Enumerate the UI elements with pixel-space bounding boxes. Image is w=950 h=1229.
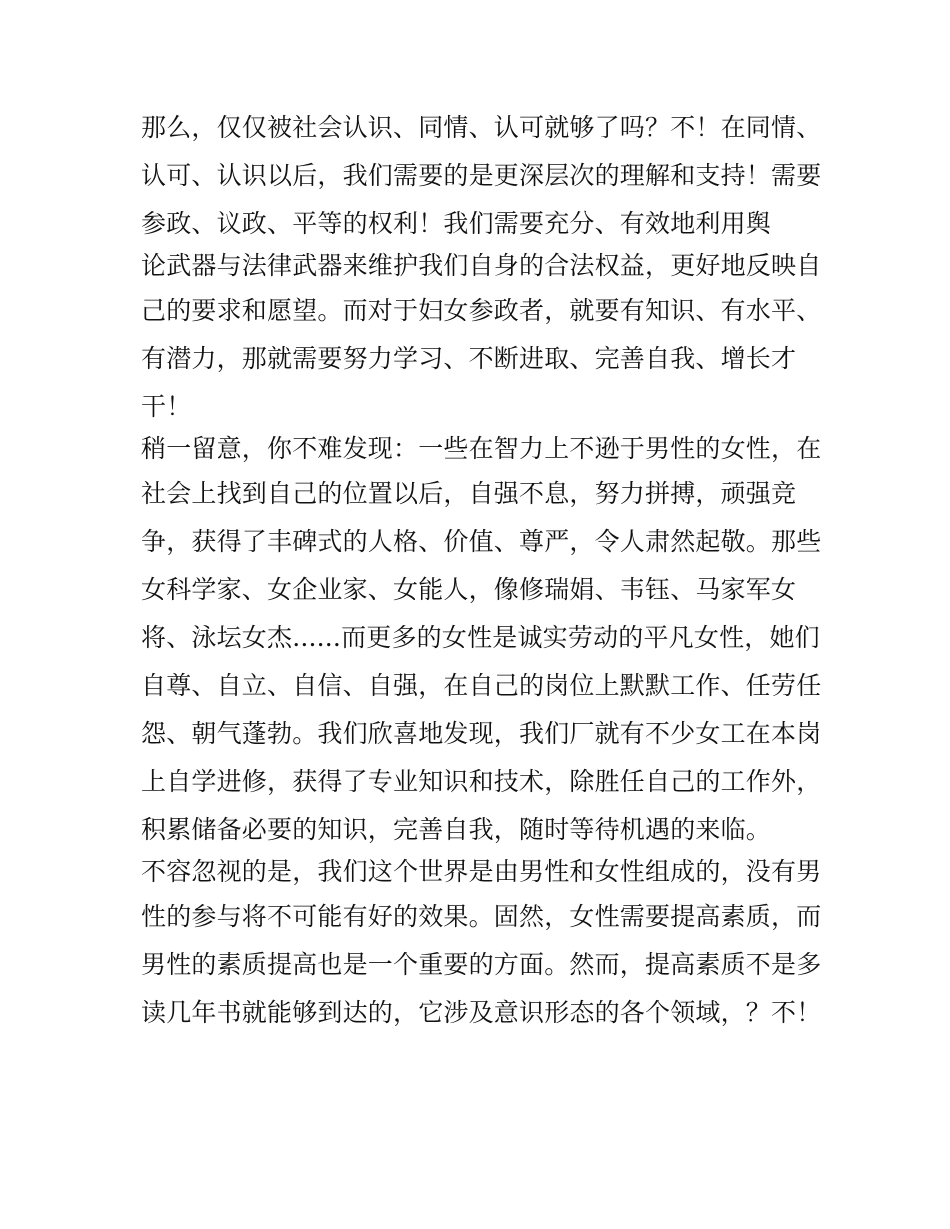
text-line-14: 怨、朝气蓬勃。我们欣喜地发现，我们厂就有不少女工在本岗 [141, 719, 822, 748]
body-text [141, 104, 831, 1037]
text-line-7: 干！ [141, 392, 192, 421]
text-line-5: 己的要求和愿望。而对于妇女参政者，就要有知识、有水平、 [141, 296, 822, 325]
text-line-18: 性的参与将不可能有好的效果。固然，女性需要提高素质，而 [141, 902, 822, 931]
text-line-4: 论武器与法律武器来维护我们自身的合法权益，更好地反映自 [141, 251, 822, 280]
text-line-20: 读几年书就能够到达的，它涉及意识形态的各个领域，？不！ [141, 998, 822, 1027]
text-line-6: 有潜力，那就需要努力学习、不断进取、完善自我、增长才 [141, 344, 797, 373]
text-line-8: 稍一留意，你不难发现：一些在智力上不逊于男性的女性，在 [141, 434, 822, 463]
text-line-3: 参政、议政、平等的权利！我们需要充分、有效地利用舆 [141, 209, 772, 238]
text-line-12: 将、泳坛女杰......而更多的女性是诚实劳动的平凡女性，她们 [141, 623, 820, 652]
text-line-1: 那么，仅仅被社会认识、同情、认可就够了吗？不！在同情、 [141, 113, 822, 142]
text-line-11: 女科学家、女企业家、女能人，像修瑞娟、韦钰、马家军女 [141, 575, 797, 604]
text-line-13: 自尊、自立、自信、自强，在自己的岗位上默默工作、任劳任 [141, 671, 822, 700]
text-line-19: 男性的素质提高也是一个重要的方面。然而，提高素质不是多 [141, 950, 822, 979]
text-line-16: 积累储备必要的知识，完善自我，随时等待机遇的来临。 [141, 815, 772, 844]
text-line-2: 认可、认识以后，我们需要的是更深层次的理解和支持！需要 [141, 161, 822, 190]
text-line-9: 社会上找到自己的位置以后，自强不息，努力拼搏，顽强竞 [141, 479, 797, 508]
text-line-10: 争，获得了丰碑式的人格、价值、尊严，令人肃然起敬。那些 [141, 527, 822, 556]
text-line-17: 不容忽视的是，我们这个世界是由男性和女性组成的，没有男 [141, 857, 822, 886]
text-line-15: 上自学进修，获得了专业知识和技术，除胜任自己的工作外， [141, 767, 822, 796]
